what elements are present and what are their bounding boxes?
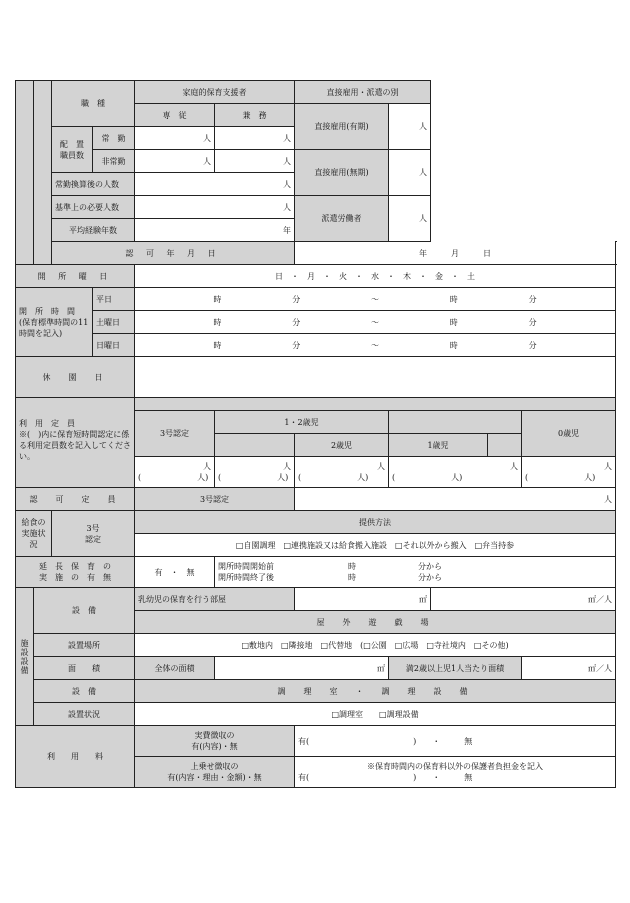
capacity-age0-header: 0歳児 [522, 411, 616, 457]
saturday-end-minute: 分 [528, 317, 537, 327]
approved-capacity-cert3: 3号認定 [135, 488, 295, 511]
capacity-age0-person: 人 [604, 462, 613, 471]
extended-after-hour: 時 [348, 573, 356, 582]
approved-capacity-field[interactable]: 人 [295, 488, 616, 511]
extra-fee-label [135, 757, 295, 788]
location-label: 設置場所 [34, 634, 135, 657]
saturday-tilde: ～ [370, 317, 379, 327]
meals-cert-text: 3号 認定 [85, 523, 101, 544]
saturday-end-hour: 時 [449, 317, 458, 327]
extended-before-hour: 時 [348, 562, 356, 571]
total-area-label: 全体の面積 [135, 657, 215, 680]
open-hours-label [16, 288, 93, 357]
capacity-age12-sub [215, 434, 295, 457]
open-days-label: 開 所 曜 日 [16, 265, 135, 288]
fees-label: 利 用 料 [16, 726, 135, 788]
weekday-start-minute: 分 [292, 294, 301, 304]
weekday-end-hour: 時 [449, 294, 458, 304]
direct-fixed-label: 直接雇用(有期) [295, 104, 389, 150]
saturday-hours-field[interactable] [135, 311, 616, 334]
capacity-cert3-field[interactable] [135, 457, 215, 488]
capacity-age12-person: 人 [283, 462, 291, 471]
capacity-age12-paren: ( 人) [218, 473, 289, 482]
home-support-header: 家庭的保育支援者 [135, 81, 295, 104]
holiday-label: 日曜日 [93, 334, 135, 357]
meals-method-header: 提供方法 [135, 511, 616, 534]
capacity-top-band [135, 398, 616, 411]
capacity-age1-person: 人 [510, 462, 519, 471]
extra-fee-value: 有( ) ・ 無 [298, 773, 473, 782]
extended-label [16, 557, 135, 588]
holiday-hours-field[interactable] [135, 334, 616, 357]
saturday-start-minute: 分 [292, 317, 301, 327]
holiday-end-minute: 分 [528, 340, 537, 350]
staff-right-blank [431, 81, 616, 265]
extra-fee-text: 上乗せ徴収の 有(内容・理由・金額)・無 [167, 762, 262, 782]
concurrent-header: 兼 務 [215, 104, 295, 127]
holiday-tilde: ～ [370, 340, 379, 350]
fte-field[interactable]: 人 [135, 173, 295, 196]
actual-fee-text: 実費徴収の 有(内容)・無 [191, 731, 238, 751]
saturday-start-hour: 時 [213, 317, 222, 327]
fulltime-dedicated-field[interactable]: 人 [135, 127, 215, 150]
nursery-room-label: 乳幼児の保育を行う部屋 [135, 588, 295, 611]
per-child-area-field[interactable]: ㎡／人 [522, 657, 616, 680]
weekday-start-hour: 時 [213, 294, 222, 304]
extended-before-from: 分から [418, 562, 442, 571]
dispatch-field[interactable]: 人 [389, 196, 431, 242]
holiday-start-hour: 時 [213, 340, 222, 350]
application-form-sheet [15, 80, 615, 788]
weekday-tilde: ～ [370, 294, 379, 304]
kitchen-status-label: 設置状況 [34, 703, 135, 726]
open-days-field[interactable]: 日 ・ 月 ・ 火 ・ 水 ・ 木 ・ 金 ・ 土 [135, 265, 616, 288]
approved-capacity-label: 認 可 定 員 [16, 488, 135, 511]
capacity-label [16, 398, 135, 488]
capacity-age1-header: 1歳児 [389, 434, 488, 457]
capacity-age0-field[interactable] [522, 457, 616, 488]
actual-fee-field[interactable]: 有( ) ・ 無 [295, 726, 616, 757]
meals-cert-label [52, 511, 135, 557]
staff-side-cell [16, 81, 34, 265]
saturday-label: 土曜日 [93, 311, 135, 334]
extended-times-field[interactable] [215, 557, 616, 588]
kitchen-equipment-label: 設 備 [34, 680, 135, 703]
meals-options-field[interactable]: □自園調理 □連携施設又は給食搬入施設 □それ以外から搬入 □弁当持参 [135, 534, 616, 557]
capacity-age2-header: 2歳児 [295, 434, 389, 457]
extra-fee-note: ※保育時間内の保育料以外の保護者負担金を記入 [367, 762, 544, 771]
job-type-header: 職 種 [52, 81, 135, 127]
capacity-age1-paren: ( 人) [392, 473, 463, 482]
capacity-age12-field[interactable] [215, 457, 295, 488]
nursery-room-field[interactable]: ㎡ [295, 588, 431, 611]
direct-open-label: 直接雇用(無期) [295, 150, 389, 196]
capacity-cert3-header: 3号認定 [135, 411, 215, 457]
placement-text: 配 置 職員数 [60, 139, 84, 160]
closed-days-label: 休 園 日 [16, 357, 135, 398]
capacity-cert3-paren: ( 人) [138, 473, 209, 482]
kitchen-header: 調 理 室 ・ 調 理 設 備 [135, 680, 616, 703]
extended-yesno[interactable]: 有 ・ 無 [135, 557, 215, 588]
approval-date-field[interactable]: 年 月 日 [295, 242, 616, 265]
area-label: 面 積 [34, 657, 135, 680]
actual-fee-label [135, 726, 295, 757]
capacity-age2-field[interactable] [295, 457, 389, 488]
closed-days-field[interactable] [135, 357, 616, 398]
direct-open-field[interactable]: 人 [389, 150, 431, 196]
dedicated-header: 専 従 [135, 104, 215, 127]
form-table [15, 80, 616, 788]
capacity-spacer [488, 434, 522, 457]
dispatch-label: 派遣労働者 [295, 196, 389, 242]
extra-fee-field[interactable] [295, 757, 616, 788]
capacity-age12-header: 1・2歳児 [215, 411, 389, 434]
weekday-label: 平日 [93, 288, 135, 311]
parttime-dedicated-field[interactable]: 人 [135, 150, 215, 173]
open-hours-text: 開 所 時 間 (保育標準時間の11時間を記入) [19, 306, 89, 338]
placement-label [52, 127, 93, 173]
per-child-area-label: 満2歳以上児1人当たり面積 [389, 657, 522, 680]
extended-after-label: 開所時間終了後 [218, 573, 274, 582]
holiday-start-minute: 分 [292, 340, 301, 350]
kitchen-options-field[interactable]: □調理室 □調理設備 [135, 703, 616, 726]
weekday-hours-field[interactable] [135, 288, 616, 311]
total-area-field[interactable]: ㎡ [215, 657, 389, 680]
capacity-age2-paren: ( 人) [298, 473, 369, 482]
staff-side-cell-2 [34, 81, 52, 265]
meals-text: 給食の 実施状況 [21, 518, 46, 549]
capacity-text: 利 用 定 員 ※( )内に保育短時間認定に係る利用定員数を記入してください。 [19, 419, 131, 461]
fulltime-concurrent-field[interactable]: 人 [215, 127, 295, 150]
avg-exp-field[interactable]: 年 [135, 219, 295, 242]
capacity-age0-paren: ( 人) [525, 473, 596, 482]
extended-text: 延 長 保 育 の 実 施 の 有 無 [39, 562, 111, 582]
nursery-room-per-field[interactable]: ㎡／人 [431, 588, 616, 611]
capacity-cert3-person: 人 [203, 462, 211, 471]
location-options-field[interactable]: □敷地内 □隣接地 □代替地 (□公園 □広場 □寺社境内 □その他) [135, 634, 616, 657]
facility-label: 施設設備 [16, 588, 34, 726]
parttime-concurrent-field[interactable]: 人 [215, 150, 295, 173]
required-label: 基準上の必要人数 [52, 196, 135, 219]
outdoor-header: 屋 外 遊 戯 場 [135, 611, 616, 634]
direct-dispatch-header: 直接雇用・派遣の別 [295, 81, 431, 104]
extended-before-label: 開所時間開始前 [218, 562, 274, 571]
holiday-end-hour: 時 [449, 340, 458, 350]
direct-fixed-field[interactable]: 人 [389, 104, 431, 150]
capacity-age2-person: 人 [377, 462, 385, 471]
meals-label [16, 511, 52, 557]
facility-equipment-label: 設 備 [34, 588, 135, 634]
required-field[interactable]: 人 [135, 196, 295, 219]
capacity-age1-field[interactable] [389, 457, 522, 488]
weekday-end-minute: 分 [528, 294, 537, 304]
extended-after-from: 分から [418, 573, 442, 582]
fte-label: 常勤換算後の人数 [52, 173, 135, 196]
parttime-label: 非常勤 [93, 150, 135, 173]
fulltime-label: 常 勤 [93, 127, 135, 150]
avg-exp-label: 平均経験年数 [52, 219, 135, 242]
approval-date-label: 認 可 年 月 日 [52, 242, 295, 265]
